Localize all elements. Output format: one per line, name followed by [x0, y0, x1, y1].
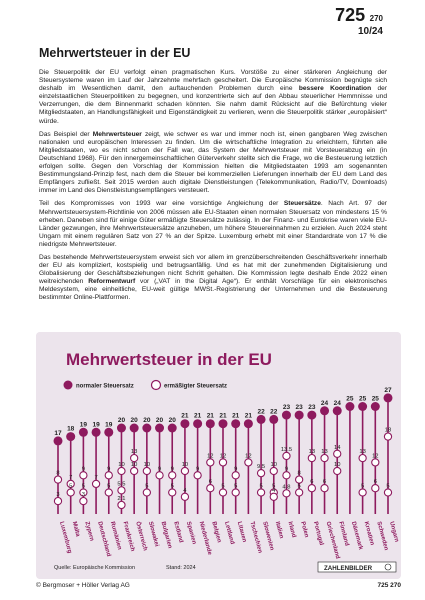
- point-normal: [333, 406, 342, 415]
- value-label-normal: 19: [105, 421, 113, 429]
- category-label: Tschechien: [248, 520, 263, 554]
- category-label: Frankreich: [121, 520, 136, 553]
- value-label-reduced: 9: [234, 466, 238, 473]
- point-normal: [142, 424, 151, 433]
- code-number: 725: [335, 5, 366, 25]
- point-reduced: [283, 490, 290, 497]
- point-reduced: [143, 489, 150, 496]
- point-reduced: [80, 472, 87, 479]
- paragraph: [39, 131, 387, 196]
- page-title: Mehrwertsteuer in der EU: [39, 46, 191, 60]
- point-reduced: [194, 472, 201, 479]
- category-label: Malta: [70, 520, 81, 538]
- text-run: Teil des Kompromisses von 1993 war eine vorsichtige Angleichung der: [39, 200, 284, 208]
- value-label-reduced: 5: [145, 483, 149, 490]
- point-reduced: [169, 489, 176, 496]
- value-label-normal: 21: [206, 412, 214, 420]
- point-reduced: [359, 455, 366, 462]
- value-label-normal: 22: [270, 408, 278, 416]
- point-normal: [371, 402, 380, 411]
- value-label-normal: 20: [168, 417, 176, 424]
- value-label-reduced: 5: [259, 483, 263, 490]
- category-label: Kroatien: [362, 520, 375, 547]
- value-label-reduced: 12: [219, 453, 227, 460]
- point-reduced: [92, 480, 99, 487]
- value-label-reduced: 10: [270, 462, 277, 468]
- paragraph: [39, 254, 387, 303]
- chart-title: Mehrwertsteuer in der EU: [66, 350, 272, 369]
- text-run: zeigt, wie schwer es war und immer noch ist, einen gangbaren Weg zwischen nationalen und europäischen Interessen zu finden. Um die wirtschaftliche Integration zu erleichtern, führten alle Mitgliedstaaten, wo es nicht schon der Fall war, das System der Mehrwertsteuer mit Vorsteuerabzug ein (in Deutschland 1968). Für den innergemeinschaftlichen Güterverkehr stellte sich die Frage, wo die Besteuerung letztlich erfolgen sollte. Gegen den Vorschlag der Kommission hielten die Mitgliedstaaten 1993 am sogenannten Bestimmungsland-Prinzip fest, nach dem die Steuer bei kommerziellen Lieferungen innerhalb der EU dem Land des Empfängers zufließt. Seit 2015 werden auch digitale Dienstleistungen (Telekommunikation, Radio/TV, Downloads) immer im Land des Dienstleistungsempfängers versteuert.: [39, 130, 387, 195]
- value-label-reduced: 13.5: [280, 446, 293, 453]
- value-label-normal: 23: [295, 404, 303, 412]
- category-label: Dänemark: [349, 520, 364, 551]
- value-label-reduced: 5: [234, 483, 238, 490]
- value-label-reduced: 9: [284, 466, 289, 473]
- point-reduced: [118, 501, 125, 508]
- category-label: Slowakei: [146, 520, 160, 548]
- category-label: Luxemburg: [58, 520, 73, 555]
- category-label: Finnland: [337, 520, 350, 547]
- brand-label: ZAHLENBILDER: [324, 565, 373, 572]
- category-label: Bulgarien: [159, 520, 173, 550]
- bold-text: Mehrwertsteuer: [92, 130, 142, 138]
- value-label-normal: 21: [193, 412, 202, 420]
- value-label-normal: 19: [79, 421, 88, 429]
- value-label-reduced: 5: [272, 483, 276, 490]
- value-label-reduced: 6: [322, 479, 327, 486]
- point-normal: [384, 393, 393, 402]
- value-label-normal: 24: [320, 399, 329, 407]
- vat-chart: [36, 332, 401, 579]
- point-reduced: [54, 498, 61, 505]
- value-label-normal: 21: [219, 412, 227, 420]
- point-normal: [320, 406, 329, 415]
- value-label-reduced: 2.1: [117, 495, 126, 502]
- value-label-reduced: 5.5: [117, 481, 126, 488]
- issue-number: 10/24: [357, 26, 383, 37]
- value-label-reduced: 6: [310, 479, 314, 486]
- point-normal: [307, 411, 316, 420]
- point-reduced: [207, 485, 214, 492]
- point-reduced: [219, 459, 226, 466]
- point-reduced: [118, 467, 125, 474]
- category-label: Ungarn: [388, 520, 400, 543]
- value-label-normal: 27: [384, 386, 392, 394]
- category-label: Estland: [172, 520, 184, 544]
- point-reduced: [321, 455, 328, 462]
- legend-label-reduced: ermäßigter Steuersatz: [164, 383, 228, 390]
- point-normal: [180, 419, 189, 428]
- point-normal: [219, 419, 228, 428]
- point-normal: [282, 411, 291, 420]
- point-reduced: [384, 433, 391, 440]
- category-label: Zypern: [83, 520, 95, 542]
- point-reduced: [334, 450, 341, 457]
- value-label-reduced: 10: [130, 462, 138, 468]
- point-normal: [244, 419, 253, 428]
- point-reduced: [384, 489, 391, 496]
- point-reduced: [118, 487, 125, 494]
- category-label: Litauen: [235, 520, 248, 544]
- category-label: Irland: [286, 520, 297, 539]
- text-run: . Nach Art. 97 der Mehrwertsteuersystem-Richtlinie von 2006 müssen alle EU-Staaten einen normalen Steuersatz von mindestens 15 % erheben. Daneben sind für einige Güter ermäßigte Steuersätze zulässig. In der Finanz- und Eurokrise waren viele EU-Länder gezwungen, ihre Mehrwertsteuersätze anzuheben, um höhere Steuereinnahmen zu erzielen. Auch 2024 steht Ungarn mit einem regulären Satz von 27 % an der Spitze. Luxemburg erhebt mit einer Standardrate von 17 % die niedrigste Mehrwertsteuer.: [39, 200, 387, 248]
- value-label-normal: 18: [67, 425, 75, 433]
- value-label-reduced: 8: [56, 470, 60, 477]
- value-label-reduced: 9: [157, 466, 162, 473]
- value-label-reduced: 9: [195, 466, 200, 473]
- point-normal: [79, 428, 88, 437]
- value-label-reduced: 13: [130, 449, 138, 456]
- value-label-normal: 20: [143, 417, 151, 424]
- point-reduced: [80, 498, 87, 505]
- category-label: Belgien: [210, 520, 222, 544]
- issue-code: [335, 6, 383, 37]
- bold-text: bessere Koordination: [298, 85, 372, 93]
- text-run: Die Steuerpolitik der EU verfolgt einen pragmatischen Kurs. Vorstöße zu einer stärkeren Angleichung der Steuersysteme waren im Lauf der Jahrzehnte mehrfach gescheitert. Die Europäische Kommission begnügte sich deshalb im Wesentlichen damit, den auftauchenden Problemen durch eine: [39, 69, 387, 93]
- code-suffix: 270: [369, 14, 383, 23]
- value-label-reduced: 12: [207, 453, 214, 460]
- point-normal: [92, 428, 101, 437]
- value-label-reduced: 7: [69, 474, 73, 481]
- point-reduced: [131, 455, 138, 462]
- value-label-reduced: 5: [221, 483, 225, 490]
- point-normal: [54, 436, 63, 445]
- point-reduced: [219, 489, 226, 496]
- category-label: Polen: [299, 520, 310, 539]
- point-normal: [168, 424, 177, 433]
- point-reduced: [270, 493, 277, 500]
- point-reduced: [105, 472, 112, 479]
- point-reduced: [283, 472, 290, 479]
- legend-label-normal: normaler Steuersatz: [76, 383, 134, 390]
- value-label-reduced: 12: [245, 453, 252, 460]
- value-label-reduced: 9.5: [257, 464, 266, 471]
- value-label-reduced: 18: [384, 427, 392, 434]
- text-run: Das Beispiel der: [39, 130, 93, 138]
- value-label-reduced: 6: [208, 479, 212, 486]
- value-label-normal: 21: [181, 412, 189, 420]
- value-label-normal: 19: [92, 421, 100, 429]
- point-normal: [231, 419, 240, 428]
- value-label-reduced: 7: [94, 474, 98, 481]
- value-label-normal: 20: [117, 417, 126, 424]
- point-normal: [257, 415, 266, 424]
- category-label: Griechenland: [324, 520, 341, 560]
- paragraph: [39, 69, 387, 126]
- value-label-reduced: 10: [334, 462, 341, 468]
- point-reduced: [296, 476, 303, 483]
- value-label-reduced: 9: [170, 466, 174, 473]
- category-label: Rumänien: [108, 520, 123, 551]
- point-reduced: [169, 472, 176, 479]
- point-reduced: [257, 470, 264, 477]
- point-reduced: [232, 489, 239, 496]
- point-reduced: [245, 459, 252, 466]
- value-label-reduced: 4: [183, 487, 187, 494]
- value-label-reduced: 13: [359, 449, 366, 456]
- value-label-reduced: 5: [81, 483, 86, 490]
- point-reduced: [143, 467, 150, 474]
- copyright: © Bergmoser + Höller Verlag AG: [36, 582, 130, 589]
- point-reduced: [232, 472, 239, 479]
- point-reduced: [54, 476, 61, 483]
- category-label: Österreich: [134, 520, 148, 552]
- point-reduced: [296, 489, 303, 496]
- value-label-reduced: 5: [170, 483, 174, 490]
- point-reduced: [181, 493, 188, 500]
- value-label-normal: 20: [155, 417, 164, 424]
- value-label-reduced: 8: [297, 470, 301, 477]
- point-reduced: [67, 489, 74, 496]
- value-label-normal: 17: [54, 429, 62, 437]
- point-normal: [155, 424, 164, 433]
- point-normal: [104, 428, 113, 437]
- value-label-reduced: 3: [56, 492, 60, 499]
- text-run: der einzelstaatlichen Steuerpolitiken zu begegnen, und konzentrierte sich auf den Abbau steuerlicher Hemmnisse und Verzerrungen, die dem Binnenmarkt schaden könnten. Sie nahm damit Rücksicht auf die Befürchtung vieler Mitgliedstaaten, an Handlungsfähigkeit und Eigenständigkeit zu verlieren, wenn die Steuerpolitik stärker „europäisiert“ würde.: [39, 85, 387, 125]
- category-label: Niederlande: [197, 520, 213, 556]
- value-label-normal: 25: [346, 395, 354, 403]
- category-label: Deutschland: [96, 520, 112, 558]
- bold-text: Steuersätze: [283, 200, 321, 208]
- footer-code: 725 270: [377, 582, 401, 589]
- point-normal: [345, 402, 354, 411]
- point-reduced: [308, 485, 315, 492]
- point-reduced: [207, 459, 214, 466]
- legend-marker-reduced: [152, 381, 161, 390]
- value-label-reduced: 10: [181, 462, 189, 468]
- category-label: Slowenien: [261, 520, 275, 552]
- paragraph: [39, 200, 387, 249]
- value-label-reduced: 10: [143, 462, 151, 468]
- point-reduced: [359, 489, 366, 496]
- value-label-reduced: 4: [272, 487, 276, 494]
- value-label-normal: 23: [308, 404, 316, 412]
- value-label-reduced: 9: [81, 466, 86, 473]
- value-label-normal: 20: [130, 417, 138, 424]
- point-reduced: [308, 455, 315, 462]
- point-normal: [193, 419, 202, 428]
- point-reduced: [156, 472, 163, 479]
- value-label-reduced: 10: [118, 462, 125, 468]
- point-reduced: [334, 467, 341, 474]
- value-label-reduced: 12: [372, 453, 379, 460]
- value-label-reduced: 14: [334, 444, 341, 451]
- date-label: Stand: 2024: [166, 565, 196, 571]
- value-label-normal: 24: [333, 399, 341, 407]
- value-label-normal: 21: [244, 412, 253, 420]
- point-reduced: [321, 485, 328, 492]
- value-label-reduced: 13: [321, 449, 328, 456]
- category-label: Schweden: [375, 520, 389, 552]
- point-normal: [117, 424, 126, 433]
- point-reduced: [270, 467, 277, 474]
- point-normal: [295, 411, 304, 420]
- point-reduced: [131, 467, 138, 474]
- point-normal: [358, 402, 367, 411]
- value-label-reduced: 5: [360, 483, 365, 490]
- value-label-reduced: 5: [69, 483, 73, 490]
- value-label-reduced: 4.8: [282, 484, 291, 491]
- point-normal: [66, 432, 75, 441]
- value-label-reduced: 3: [81, 492, 86, 499]
- value-label-reduced: 5: [297, 483, 301, 490]
- category-label: Portugal: [311, 520, 325, 547]
- point-reduced: [257, 489, 264, 496]
- text-run: vor („VAT in the Digital Age“). Er enthält Vorschläge für ein elektronisches Meldesystem, eine einheitliche, EU-weit gültige MWSt.-Registrierung der Unternehmen und die Besteuerung bestimmter Online-Plattformen.: [39, 278, 387, 302]
- point-normal: [206, 419, 215, 428]
- body-text: [39, 69, 387, 308]
- point-reduced: [372, 459, 379, 466]
- value-label-normal: 21: [232, 412, 240, 420]
- footer: [36, 580, 401, 594]
- value-label-reduced: 5: [107, 483, 111, 490]
- legend-marker-normal: [64, 381, 73, 390]
- value-label-normal: 25: [371, 395, 379, 403]
- category-label: Lettland: [223, 520, 235, 546]
- value-label-reduced: 6: [373, 479, 377, 486]
- point-reduced: [105, 489, 112, 496]
- point-normal: [269, 415, 278, 424]
- bold-text: Reformentwurf: [88, 278, 136, 286]
- point-reduced: [181, 467, 188, 474]
- value-label-normal: 23: [282, 404, 291, 412]
- source-label: Quelle: Europäische Kommission: [54, 565, 136, 571]
- text-run: Das bestehende Mehrwertsteuersystem erweist sich vor allem im grenzüberschreitenden Geschäftsverkehr innerhalb der EU als kompliziert, kostspielig und betrugsanfällig. Und es hat mit der zunehmenden Digitalisierung und Globalisierung der Geschäftsbeziehungen nicht Schritt gehalten. Die Kommission legte deshalb Ende 2022 einen weitreichenden: [39, 253, 387, 286]
- value-label-reduced: 13: [308, 449, 316, 456]
- value-label-normal: 25: [358, 395, 367, 403]
- value-label-reduced: 5: [386, 483, 390, 490]
- category-label: Spanien: [184, 520, 197, 546]
- point-reduced: [372, 485, 379, 492]
- value-label-normal: 22: [257, 408, 265, 416]
- point-reduced: [283, 452, 290, 459]
- value-label-reduced: 9: [107, 466, 111, 473]
- point-normal: [130, 424, 139, 433]
- category-label: Italien: [273, 520, 285, 540]
